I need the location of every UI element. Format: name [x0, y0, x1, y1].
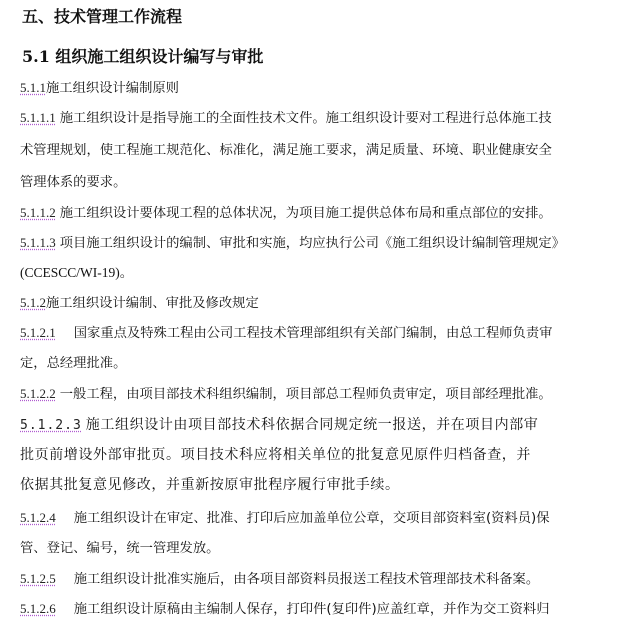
clause-5-1-1-1-line-3: [20, 174, 126, 192]
clause-text: 施工组织设计编制、审批及修改规定: [46, 296, 259, 311]
clause-number: 5.1.1.2: [20, 205, 56, 220]
subsection-title: 5.1 组织施工组织设计编写与审批: [22, 47, 264, 66]
clause-5-1-1-3-line-1: [20, 234, 565, 253]
clause-number: 5.1.2.4: [20, 510, 56, 525]
clause-number: 5.1.2: [20, 295, 46, 310]
clause-5-1-1-3-line-2: [20, 264, 133, 282]
clause-text: 一般工程，由项目部技术科组织编制，项目部总工程师负责审定，项目部经理批准。: [59, 387, 552, 402]
clause-5-1-1-1-line-1: [20, 109, 552, 128]
clause-text: 管理体系的要求。: [20, 175, 127, 190]
clause-text: 术管理规划，使工程施工规范化、标准化，满足施工要求，满足质量、环境、职业健康安全: [20, 143, 552, 158]
clause-5-1-2-3-line-3: [20, 476, 400, 494]
clause-5-1-2-4-line-1: [20, 509, 550, 528]
clause-number: 5.1.1: [20, 80, 46, 95]
clause-text: 施工组织设计在审定、批准、打印后应加盖单位公章，交项目部资料室(资料员)保: [73, 511, 550, 526]
clause-text: 项目施工组织设计的编制、审批和实施，均应执行公司《施工组织设计编制管理规定》: [59, 236, 566, 251]
clause-text: 施工组织设计原稿由主编制人保存，打印件(复印件)应盖红章，并作为交工资料归: [73, 602, 550, 617]
clause-text: 施工组织设计是指导施工的全面性技术文件。施工组织设计要对工程进行总体施工技: [59, 111, 552, 126]
clause-number: 5.1.1.3: [20, 235, 56, 250]
clause-text: 施工组织设计编制原则: [46, 81, 179, 96]
clause-5-1-2-5: [20, 570, 539, 589]
clause-5-1-2-1-line-1: [20, 324, 552, 343]
clause-text: 施工组织设计由项目部技术科依据合同规定统一报送，并在项目内部审: [85, 417, 539, 433]
clause-text: 定，总经理批准。: [20, 356, 127, 371]
clause-number: 5.1.1.1: [20, 110, 56, 125]
section-title: 五、技术管理工作流程: [22, 7, 183, 26]
clause-5-1-1-2: [20, 204, 552, 223]
clause-5-1-2-6: [20, 600, 550, 619]
clause-5-1-2-3-line-2: [20, 446, 531, 464]
clause-5-1-2-2: [20, 385, 552, 404]
clause-text: 施工组织设计批准实施后，由各项目部资料员报送工程技术管理部技术科备案。: [73, 572, 540, 587]
clause-text: 施工组织设计要体现工程的总体状况，为项目施工提供总体布局和重点部位的安排。: [59, 206, 552, 221]
clause-5-1-1-1-line-2: [20, 142, 552, 160]
clause-number: 5.1.2.3: [20, 418, 82, 433]
clause-number: 5.1.2.1: [20, 325, 56, 340]
clause-number: 5.1.2.6: [20, 601, 56, 616]
clause-text: 批页前增设外部审批页。项目技术科应将相关单位的批复意见原件归档备查，并: [20, 447, 531, 463]
clause-number: 5.1.2.2: [20, 386, 56, 401]
clause-text: (CCESCC/WI-19)。: [20, 265, 134, 280]
clause-5-1-2: [20, 294, 259, 313]
clause-number: 5.1.2.5: [20, 571, 56, 586]
clause-text: 依据其批复意见修改，并重新按原审批程序履行审批手续。: [20, 477, 400, 493]
clause-5-1-1: [20, 79, 179, 98]
clause-5-1-2-4-line-2: [20, 540, 219, 558]
clause-5-1-2-3-line-1: [20, 416, 538, 435]
clause-5-1-2-1-line-2: [20, 355, 126, 373]
clause-text: 管、登记、编号，统一管理发放。: [20, 541, 220, 556]
clause-text: 国家重点及特殊工程由公司工程技术管理部组织有关部门编制，由总工程师负责审: [73, 326, 553, 341]
